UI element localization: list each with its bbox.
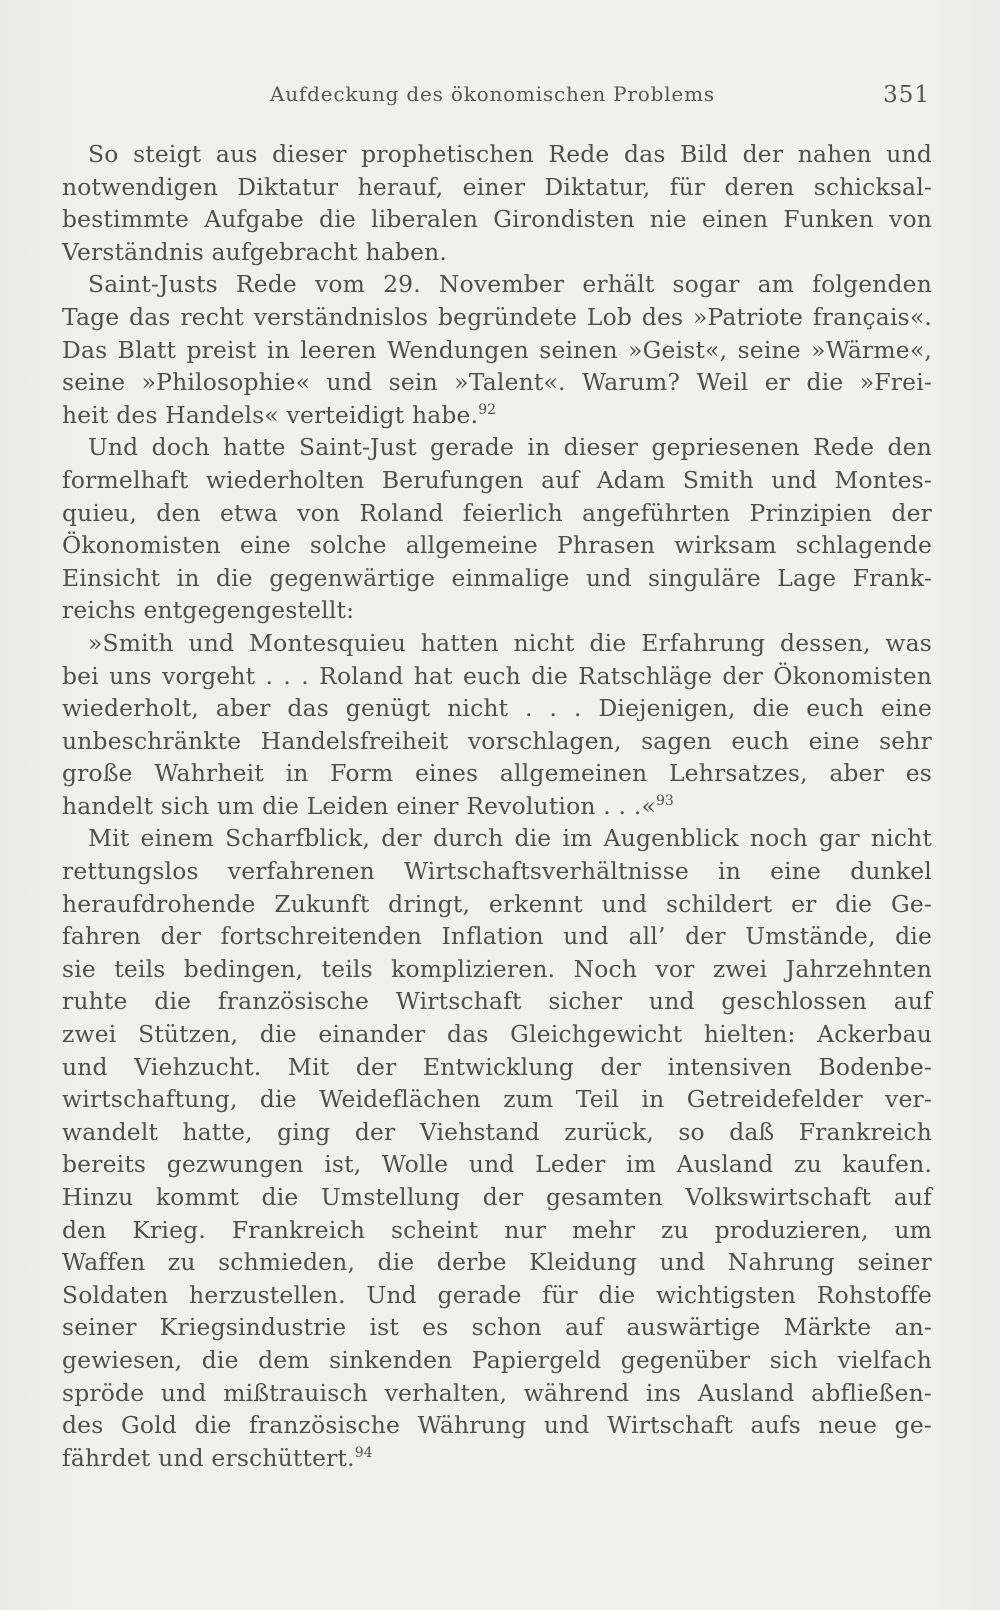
line-text: Waffen zu schmieden, die derbe Kleidung und Nahrung seiner [62,1248,932,1277]
line-text: Und doch hatte Saint-Just gerade in dieser gepriesenen Rede den [88,433,932,462]
line-text: Soldaten herzustellen. Und gerade für die wichtigsten Rohstoffe [62,1280,932,1309]
text-line [62,236,932,269]
text-line [62,562,932,595]
line-text: zwei Stützen, die einander das Gleichgewicht hielten: Ackerbau [62,1020,932,1049]
text-line [62,1018,932,1051]
line-text: fahren der fortschreitenden Inflation und all’ der Umstände, die [62,922,932,951]
text-line [62,1311,932,1344]
page-header [62,82,930,112]
text-line [62,203,932,236]
text-line [62,920,932,953]
line-text: heit des Handels« verteidigt habe. [62,400,479,429]
text-line [62,1409,932,1442]
line-text: »Smith und Montesquieu hatten nicht die Erfahrung dessen, was [88,628,932,657]
text-line [62,953,932,986]
text-line [62,171,932,204]
text-line [62,1148,932,1181]
line-text: Mit einem Scharfblick, der durch die im Augenblick noch gar nicht [88,824,932,853]
line-text: ruhte die französische Wirtschaft sicher und geschlossen auf [62,987,932,1016]
text-line [62,822,932,855]
text-line [62,790,932,823]
line-text: wirtschaftung, die Weideflächen zum Teil in Getreidefelder ver- [62,1085,932,1114]
line-text: formelhaft wiederholten Berufungen auf Adam Smith und Montes- [62,465,932,494]
line-text: notwendigen Diktatur herauf, einer Diktatur, für deren schicksal- [62,172,932,201]
line-text: reichs entgegengestellt: [62,596,355,625]
text-line [62,888,932,921]
text-line [62,1246,932,1279]
text-line [62,1377,932,1410]
text-line [62,1181,932,1214]
text-line [62,757,932,790]
text-line [62,660,932,693]
line-text: Das Blatt preist in leeren Wendungen seinen »Geist«, seine »Wärme«, [62,335,932,364]
line-text: bereits gezwungen ist, Wolle und Leder im Ausland zu kaufen. [62,1150,932,1179]
text-line [62,1344,932,1377]
line-text: gewiesen, die dem sinkenden Papiergeld gegenüber sich vielfach [62,1345,932,1374]
text-line [62,1116,932,1149]
text-line [62,138,932,171]
line-text: Tage das recht verständnislos begründete Lob des »Patriote français«. [62,302,932,331]
text-line [62,594,932,627]
text-line [62,1051,932,1084]
line-text: seiner Kriegsindustrie ist es schon auf auswärtige Märkte an- [62,1313,932,1342]
text-line [62,301,932,334]
footnote-marker: 94 [354,1444,373,1461]
text-line [62,431,932,464]
text-line [62,464,932,497]
text-line [62,497,932,530]
line-text: und Viehzucht. Mit der Entwicklung der intensiven Bodenbe- [62,1052,932,1081]
line-text: handelt sich um die Leiden einer Revolution . . .« [62,791,656,820]
footnote-marker: 93 [655,792,674,809]
line-text: bei uns vorgeht . . . Roland hat euch die Ratschläge der Ökonomisten [62,661,932,690]
line-text: Ökonomisten eine solche allgemeine Phrasen wirksam schlagende [62,531,932,560]
text-line [62,399,932,432]
line-text: So steigt aus dieser prophetischen Rede das Bild der nahen und [88,140,932,168]
line-text: fährdet und erschüttert. [62,1443,355,1472]
text-line [62,529,932,562]
line-text: Verständnis aufgebracht haben. [62,237,448,266]
line-text: spröde und mißtrauisch verhalten, während ins Ausland abfließen- [62,1378,932,1407]
text-line [62,1083,932,1116]
text-line [62,1214,932,1247]
text-line [62,366,932,399]
line-text: heraufdrohende Zukunft dringt, erkennt und schildert er die Ge- [62,889,932,918]
page-number: 351 [883,82,930,108]
line-text: rettungslos verfahrenen Wirtschaftsverhältnisse in eine dunkel [62,857,932,886]
line-text: große Wahrheit in Form eines allgemeinen Lehrsatzes, aber es [62,759,932,788]
line-text: des Gold die französische Währung und Wirtschaft aufs neue ge- [62,1411,932,1440]
text-line [62,334,932,367]
line-text: wiederholt, aber das genügt nicht . . . Diejenigen, die euch eine [62,694,932,723]
line-text: Hinzu kommt die Umstellung der gesamten Volkswirtschaft auf [62,1183,932,1211]
text-line [62,1279,932,1312]
line-text: Saint-Justs Rede vom 29. November erhält sogar am folgenden [88,270,932,299]
line-text: wandelt hatte, ging der Viehstand zurück, so daß Frankreich [62,1117,932,1146]
text-line [62,855,932,888]
text-line [62,692,932,725]
line-text: den Krieg. Frankreich scheint nur mehr zu produzieren, um [62,1215,932,1244]
text-line [62,725,932,758]
body-text [62,138,932,1474]
text-line [62,985,932,1018]
footnote-marker: 92 [478,401,497,418]
text-line [62,268,932,301]
running-title: Aufdeckung des ökonomischen Problems [270,82,715,106]
line-text: Einsicht in die gegenwärtige einmalige und singuläre Lage Frank- [62,563,932,592]
line-text: unbeschränkte Handelsfreiheit vorschlagen, sagen euch eine sehr [62,726,932,755]
line-text: quieu, den etwa von Roland feierlich angeführten Prinzipien der [62,498,932,527]
line-text: bestimmte Aufgabe die liberalen Girondisten nie einen Funken von [62,205,932,234]
line-text: seine »Philosophie« und sein »Talent«. Warum? Weil er die »Frei- [62,368,932,397]
text-line [62,627,932,660]
text-line [62,1442,932,1475]
line-text: sie teils bedingen, teils komplizieren. Noch vor zwei Jahrzehnten [62,954,932,983]
